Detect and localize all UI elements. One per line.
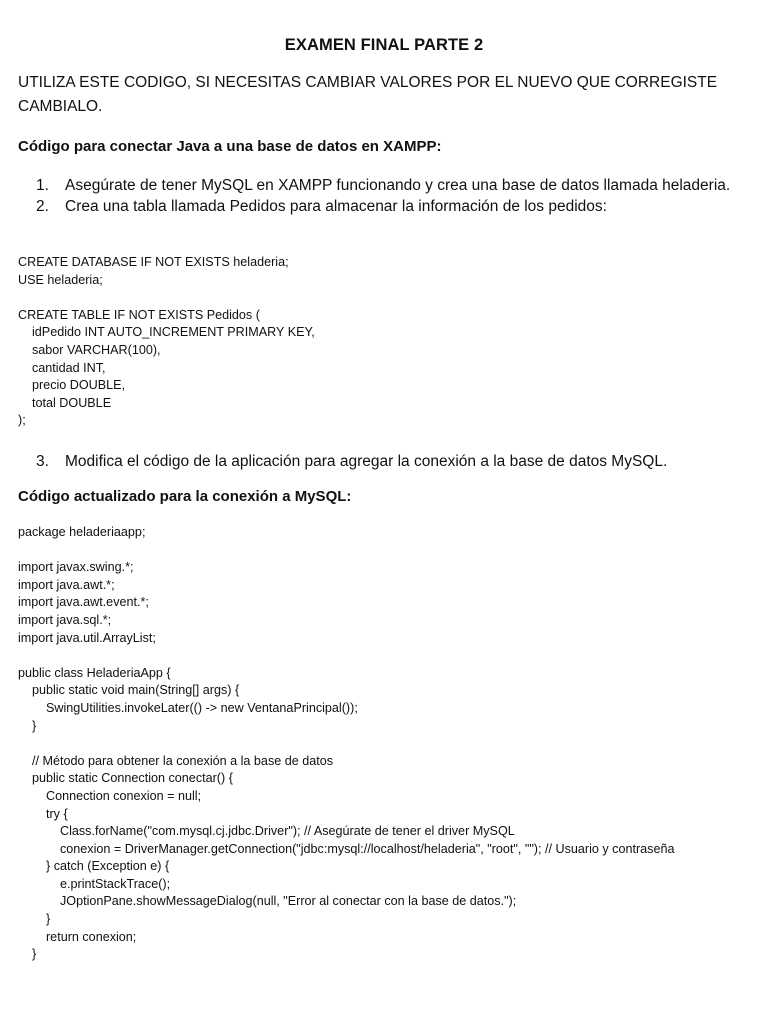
java-line: }	[18, 718, 37, 733]
updated-code-heading: Código actualizado para la conexión a MySQL:	[18, 488, 352, 505]
java-line: JOptionPane.showMessageDialog(null, "Error al conectar con la base de datos.");	[18, 894, 517, 909]
step-item	[36, 196, 736, 217]
document-title: EXAMEN FINAL PARTE 2	[284, 36, 484, 54]
step-number: 1.	[36, 177, 49, 194]
sql-line: cantidad INT,	[18, 360, 106, 375]
sql-line: );	[18, 413, 26, 428]
java-line: }	[18, 947, 37, 962]
java-line: try {	[18, 806, 68, 821]
java-line: import java.util.ArrayList;	[18, 630, 156, 645]
step-item	[36, 451, 736, 472]
java-line: import javax.swing.*;	[18, 560, 134, 575]
step-text: Crea una tabla llamada Pedidos para almacenar la información de los pedidos:	[65, 198, 607, 215]
java-line: }	[18, 912, 51, 927]
java-line: } catch (Exception e) {	[18, 859, 170, 874]
java-line: SwingUtilities.invokeLater(() -> new VentanaPrincipal());	[18, 700, 358, 715]
step-text: Asegúrate de tener MySQL en XAMPP funcionando y crea una base de datos llamada heladeria.	[65, 177, 731, 194]
sql-line: sabor VARCHAR(100),	[18, 342, 161, 357]
step-item	[36, 175, 736, 196]
java-line	[18, 542, 738, 560]
sql-line: total DOUBLE	[18, 395, 112, 410]
java-line: public class HeladeriaApp {	[18, 665, 171, 680]
step-number: 2.	[36, 198, 49, 215]
java-line: public static void main(String[] args) {	[18, 683, 240, 698]
java-line: // Método para obtener la conexión a la base de datos	[18, 753, 334, 768]
java-line: Connection conexion = null;	[18, 788, 202, 803]
java-line: Class.forName("com.mysql.cj.jdbc.Driver"); // Asegúrate de tener el driver MySQL	[18, 824, 515, 839]
sql-line	[18, 289, 738, 307]
sql-line: precio DOUBLE,	[18, 378, 126, 393]
java-line: e.printStackTrace();	[18, 876, 171, 891]
java-line: import java.sql.*;	[18, 612, 112, 627]
step-text: Modifica el código de la aplicación para agregar la conexión a la base de datos MySQL.	[65, 453, 668, 470]
java-line: return conexion;	[18, 929, 137, 944]
java-line	[18, 647, 738, 665]
sql-line: idPedido INT AUTO_INCREMENT PRIMARY KEY,	[18, 325, 315, 340]
java-line: import java.awt.event.*;	[18, 595, 149, 610]
intro-text: UTILIZA ESTE CODIGO, SI NECESITAS CAMBIAR VALORES POR EL NUEVO QUE CORREGISTE CAMBIALO.	[18, 74, 718, 115]
step-number: 3.	[36, 453, 49, 470]
sql-line: CREATE TABLE IF NOT EXISTS Pedidos (	[18, 307, 260, 322]
sql-code-block	[18, 254, 738, 430]
java-line	[18, 735, 738, 753]
connect-heading: Código para conectar Java a una base de datos en XAMPP:	[18, 138, 442, 155]
sql-line: USE heladeria;	[18, 272, 103, 287]
java-code-block	[18, 524, 738, 964]
steps-list-continued	[36, 451, 736, 472]
java-line: package heladeriaapp;	[18, 525, 146, 539]
java-line: public static Connection conectar() {	[18, 771, 233, 786]
steps-list	[36, 175, 736, 217]
java-line: import java.awt.*;	[18, 577, 115, 592]
java-line: conexion = DriverManager.getConnection("jdbc:mysql://localhost/heladeria", "root", ""); // Usuario y contraseña	[60, 841, 675, 856]
sql-line: CREATE DATABASE IF NOT EXISTS heladeria;	[18, 255, 289, 269]
